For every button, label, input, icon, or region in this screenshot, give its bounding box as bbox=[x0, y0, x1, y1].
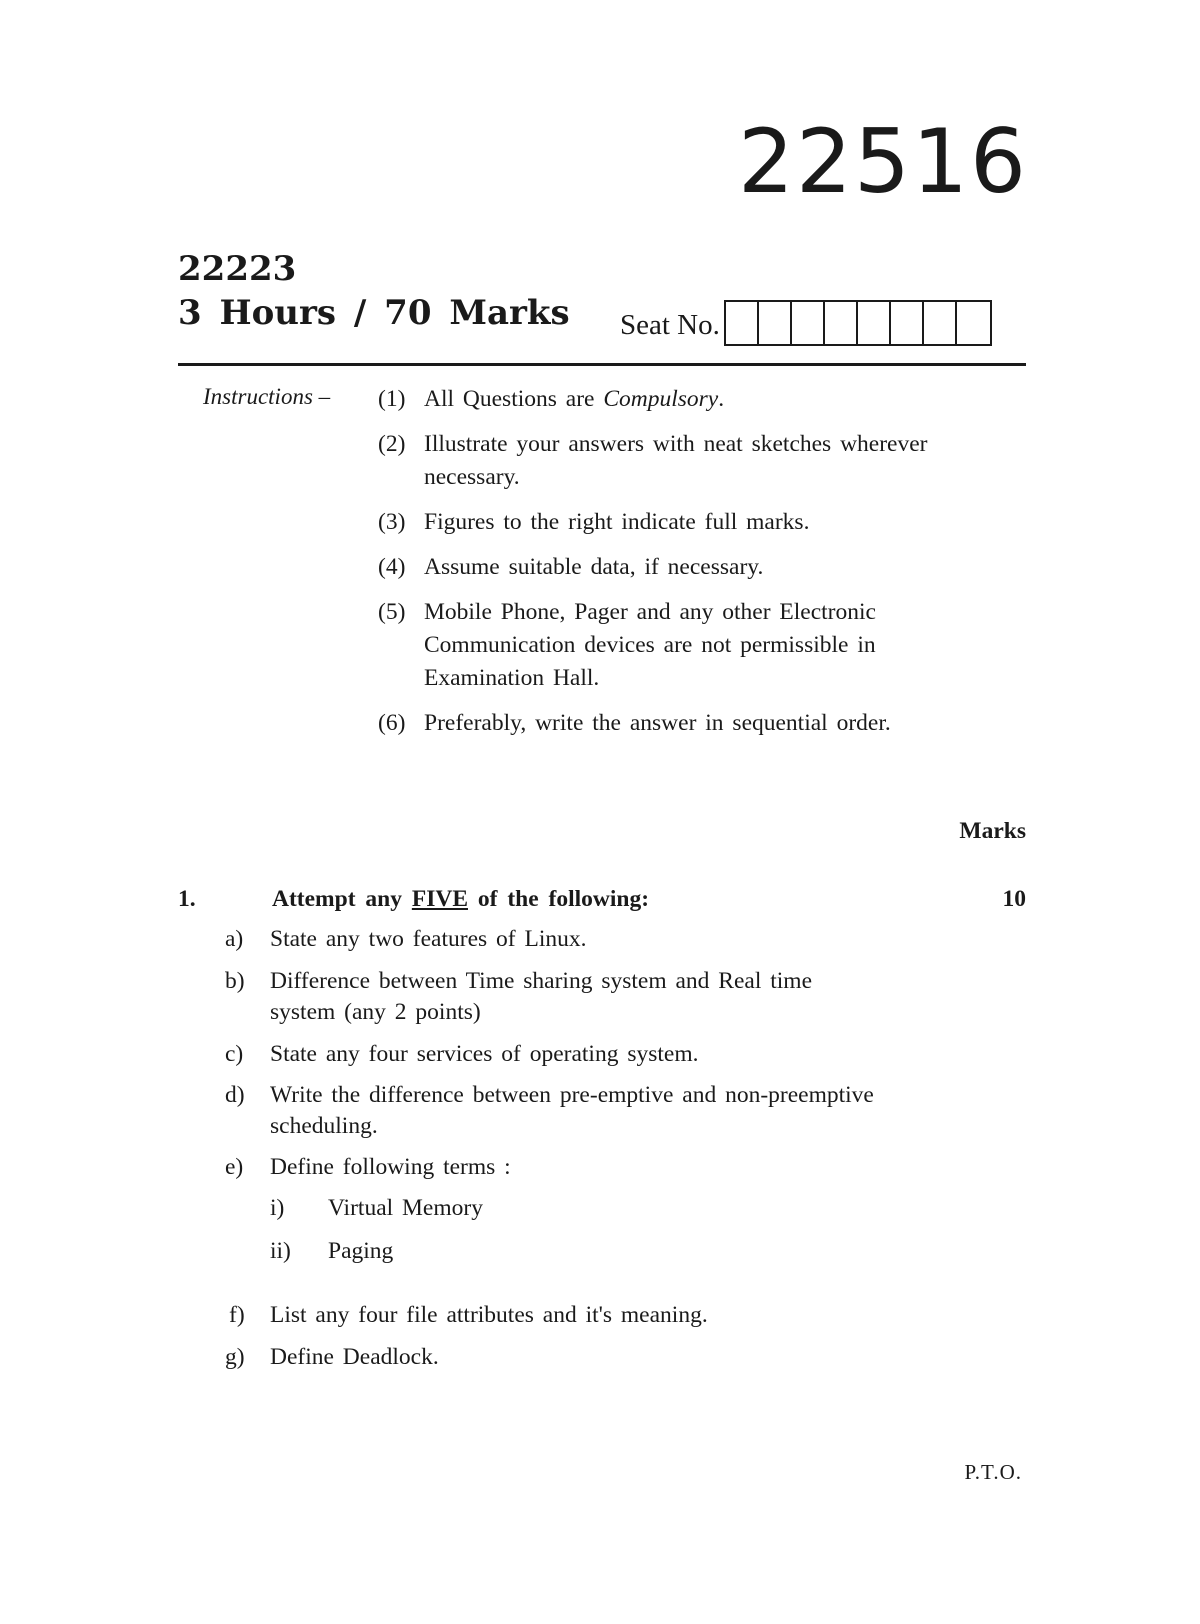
seat-box bbox=[759, 302, 792, 344]
instruction-item bbox=[378, 506, 998, 539]
seat-box bbox=[891, 302, 924, 344]
sub-question-letter: b) bbox=[225, 968, 245, 994]
seat-box bbox=[825, 302, 858, 344]
instruction-item bbox=[378, 428, 998, 494]
duration-marks: 3 Hours / 70 Marks bbox=[178, 293, 570, 333]
sub-question-line-1: Difference between Time sharing system and Real time bbox=[270, 968, 813, 994]
sub-question-line-2: scheduling. bbox=[270, 1113, 378, 1139]
instruction-number: (5) bbox=[378, 599, 406, 625]
sub-question-letter: g) bbox=[225, 1344, 245, 1370]
question-prefix: Attempt any bbox=[272, 886, 412, 912]
instruction-text-italic: Compulsory bbox=[603, 386, 719, 412]
sub-question-text: State any two features of Linux. bbox=[270, 926, 587, 952]
sub-term-numeral: i) bbox=[270, 1195, 285, 1221]
question-text bbox=[272, 884, 649, 914]
sub-question-text bbox=[270, 966, 950, 1028]
seat-box bbox=[792, 302, 825, 344]
instruction-number: (1) bbox=[378, 386, 406, 412]
instruction-number: (3) bbox=[378, 509, 406, 535]
sub-question-text: Define following terms : bbox=[270, 1154, 511, 1180]
instruction-item bbox=[378, 707, 998, 740]
instruction-text: Preferably, write the answer in sequential order. bbox=[424, 710, 891, 736]
instruction-text bbox=[424, 383, 998, 416]
sub-question-text: Define Deadlock. bbox=[270, 1344, 439, 1370]
seat-box bbox=[924, 302, 957, 344]
instructions-heading: Instructions – bbox=[203, 384, 331, 409]
instruction-number: (2) bbox=[378, 431, 406, 457]
sub-term-text: Paging bbox=[328, 1238, 394, 1264]
instruction-number: (4) bbox=[378, 554, 406, 580]
instruction-text: Mobile Phone, Pager and any other Electronic Communication devices are not permissible in Examination Hall. bbox=[424, 599, 876, 691]
question-number: 1. bbox=[178, 886, 196, 912]
seat-label: Seat No. bbox=[620, 309, 720, 341]
sub-question-letter: c) bbox=[225, 1041, 244, 1067]
instruction-text: Figures to the right indicate full marks. bbox=[424, 509, 810, 535]
sub-question-text bbox=[270, 1080, 950, 1142]
seat-box bbox=[957, 302, 990, 344]
instruction-text-main: All Questions are bbox=[424, 386, 604, 412]
marks-column-heading: Marks bbox=[959, 818, 1026, 844]
sub-question-line-1: Write the difference between pre-emptive and non-preemptive bbox=[270, 1082, 874, 1108]
sub-question-letter: a) bbox=[225, 926, 244, 952]
seat-box bbox=[726, 302, 759, 344]
question-marks: 10 bbox=[1002, 886, 1026, 912]
sub-question-letter: d) bbox=[225, 1082, 245, 1108]
instructions-list bbox=[378, 383, 998, 752]
subject-code: 22516 bbox=[738, 110, 1028, 213]
seat-number-section bbox=[620, 300, 992, 346]
instruction-text: Illustrate your answers with neat sketches wherever necessary. bbox=[424, 431, 928, 490]
question-suffix: of the following: bbox=[468, 886, 650, 912]
instruction-number: (6) bbox=[378, 710, 406, 736]
sub-term-text: Virtual Memory bbox=[328, 1195, 483, 1221]
instruction-text-after: . bbox=[718, 386, 725, 412]
instruction-item bbox=[378, 551, 998, 584]
sub-question-line-2: system (any 2 points) bbox=[270, 999, 481, 1025]
page-turn-over: P.T.O. bbox=[964, 1460, 1022, 1484]
sub-question-text: List any four file attributes and it's meaning. bbox=[270, 1302, 708, 1328]
paper-code: 22223 bbox=[178, 249, 297, 289]
seat-number-boxes bbox=[724, 300, 992, 346]
sub-question-text: State any four services of operating system. bbox=[270, 1041, 699, 1067]
sub-term-numeral: ii) bbox=[270, 1238, 291, 1264]
instruction-item bbox=[378, 596, 998, 695]
question-emphasis: FIVE bbox=[411, 886, 468, 912]
sub-question-letter: f) bbox=[229, 1302, 245, 1328]
seat-box bbox=[858, 302, 891, 344]
sub-question-letter: e) bbox=[225, 1154, 244, 1180]
instruction-text: Assume suitable data, if necessary. bbox=[424, 554, 764, 580]
instruction-item bbox=[378, 383, 998, 416]
header-divider bbox=[178, 363, 1026, 366]
